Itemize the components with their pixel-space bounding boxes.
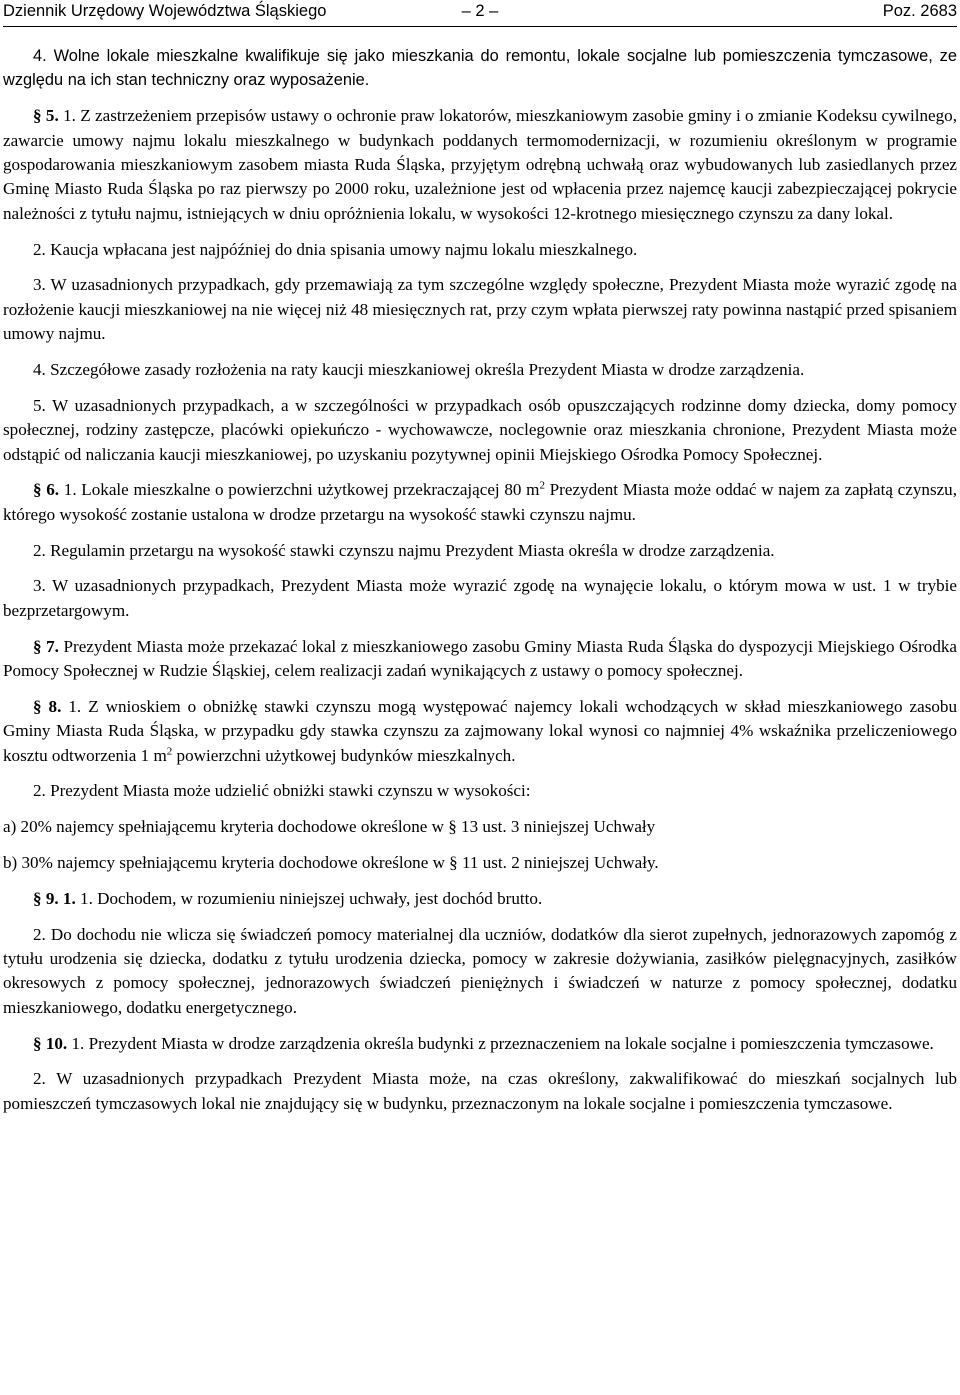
section-9-paragraph-1 xyxy=(3,887,957,911)
section-10-paragraph-1 xyxy=(3,1032,957,1056)
page-header xyxy=(3,0,957,27)
section-9-text-1: 1. Dochodem, w rozumieniu niniejszej uchwały, jest dochód brutto. xyxy=(80,888,543,908)
superscript-2: 2 xyxy=(166,744,173,757)
section-5-paragraph-2: 2. Kaucja wpłacana jest najpóźniej do dnia spisania umowy najmu lokalu mieszkalnego. xyxy=(33,239,638,259)
section-5-number: § 5. xyxy=(33,106,59,126)
section-8-paragraph-1 xyxy=(3,695,957,768)
section-6-number: § 6. xyxy=(33,480,60,500)
section-6-paragraph-3: 3. W uzasadnionych przypadkach, Prezydent Miasta może wyrazić zgodę na wynajęcie lokalu, o którym mowa w ust. 1 w trybie bezprzetargowym. xyxy=(3,576,957,620)
section-5-paragraph-5: 5. W uzasadnionych przypadkach, a w szczególności w przypadkach osób opuszczających rodzinne domy dziecka, domy pomocy społecznej, rodziny zastępcze, placówki opiekuńczo - wychowawcze, noclegownie oraz mieszkania chronione, Prezydent Miasta może odstąpić od naliczania kaucji mieszkaniowej, po uzyskaniu pozytywnej opinii Miejskiego Ośrodka Pomocy Społecznej. xyxy=(3,395,957,464)
section-7-number: § 7. xyxy=(33,636,59,656)
section-9-paragraph-2: 2. Do dochodu nie wlicza się świadczeń pomocy materialnej dla uczniów, dodatków dla sierot zupełnych, jednorazowych zapomóg z tytułu urodzenia się dziecka, dodatku z tytułu urodzenia dziecka, pomocy w zakresie dożywiania, zasiłków pielęgnacyjnych, zasiłków okresowych z pomocy społecznej, jednorazowych świadczeń pieniężnych i świadczeń w naturze z pomocy społecznej, dodatku mieszkaniowego, dodatku energetycznego. xyxy=(3,924,957,1017)
section-6-text-1a: 1. Lokale mieszkalne o powierzchni użytkowej przekraczającej 80 m xyxy=(63,480,540,500)
section-5-text-1: 1. Z zastrzeżeniem przepisów ustawy o ochronie praw lokatorów, mieszkaniowym zasobie gminy i o zmianie Kodeksu cywilnego, zawarcie umowy najmu lokalu mieszkalnego w budynkach poddanych termomodernizacji, w rozumieniu określonym w programie gospodarowania mieszkaniowym zasobem miasta Ruda Śląska, przyjętym odrębną uchwałą oraz wybudowanych lub zasiedlanych przez Gminę Miasto Ruda Śląska po raz pierwszy po 2000 roku, uzależnione jest od wpłacenia przez najemcę kaucji zabezpieczającej pokrycie należności z tytułu najmu, istniejących w dniu opróżnienia lokalu, w wysokości 12-krotnego miesięcznego czynszu za dany lokal. xyxy=(3,106,958,223)
section-6-text-1b: Prezydent Miasta może oddać w najem za zapłatą czynszu, którego wysokość zostanie ustalona w drodze przetargu na wysokość stawki czynszu najmu. xyxy=(3,480,958,524)
section-7-text: Prezydent Miasta może przekazać lokal z mieszkaniowego zasobu Gminy Miasta Ruda Śląska do dyspozycji Miejskiego Ośrodka Pomocy Społecznej w Rudzie Śląskiej, celem realizacji zadań wynikających z ustawy o pomocy społecznej. xyxy=(3,636,958,681)
section-10-text-1: 1. Prezydent Miasta w drodze zarządzenia określa budynki z przeznaczeniem na lokale socjalne i pomieszczenia tymczasowe. xyxy=(71,1033,934,1053)
section-10-paragraph-2: 2. W uzasadnionych przypadkach Prezydent Miasta może, na czas określony, zakwalifikować do mieszkań socjalnych lub pomieszczeń tymczasowych lokal nie znajdujący się w budynku, przeznaczonym na lokale socjalne i pomieszczenia tymczasowe. xyxy=(3,1069,957,1113)
section-7-paragraph xyxy=(3,635,957,684)
section-5-paragraph-3: 3. W uzasadnionych przypadkach, gdy przemawiają za tym szczególne względy społeczne, Prezydent Miasta może wyrazić zgodę na rozłożenie kaucji mieszkaniowej na nie więcej niż 48 miesięcznych rat, przy czym wpłata pierwszej raty powinna nastąpić przed spisaniem umowy najmu. xyxy=(3,275,957,344)
section-8-paragraph-2: 2. Prezydent Miasta może udzielić obniżki stawki czynszu w wysokości: xyxy=(33,781,531,801)
journal-title: Dziennik Urzędowy Województwa Śląskiego xyxy=(3,2,327,20)
section-6-paragraph-1 xyxy=(3,478,957,527)
section-5-paragraph-4: 4. Szczegółowe zasady rozłożenia na raty kaucji mieszkaniowej określa Prezydent Miasta w drodze zarządzenia. xyxy=(33,360,805,380)
document-body xyxy=(3,44,957,1128)
paragraph-4-4: 4. Wolne lokale mieszkalne kwalifikuje się jako mieszkania do remontu, lokale socjalne lub pomieszczenia tymczasowe, ze względu na ich stan techniczny oraz wyposażenie. xyxy=(3,47,957,90)
section-10-number: § 10. xyxy=(33,1033,68,1053)
section-8-text-1b: powierzchni użytkowej budynków mieszkalnych. xyxy=(172,745,516,765)
section-9-number: § 9. 1. xyxy=(33,888,76,908)
section-6-paragraph-2: 2. Regulamin przetargu na wysokość stawki czynszu najmu Prezydent Miasta określa w drodze zarządzenia. xyxy=(33,540,775,560)
section-8-item-a: a) 20% najemcy spełniającemu kryteria dochodowe określone w § 13 ust. 3 niniejszej Uchwały xyxy=(3,817,656,837)
section-5-paragraph-1 xyxy=(3,104,957,226)
section-8-text-1a: 1. Z wnioskiem o obniżkę stawki czynszu mogą występować najemcy lokali wchodzących w skład mieszkaniowego zasobu Gminy Miasta Ruda Śląska, w przypadku gdy stawka czynszu za zajmowany lokal wynosi co najmniej 4% wskaźnika przeliczeniowego kosztu odtworzenia 1 m xyxy=(3,696,957,765)
position-number: Poz. 2683 xyxy=(882,2,957,20)
superscript-2: 2 xyxy=(539,479,545,492)
section-8-number: § 8. xyxy=(33,696,62,716)
section-8-item-b: b) 30% najemcy spełniającemu kryteria dochodowe określone w § 11 ust. 2 niniejszej Uchwały. xyxy=(3,853,659,873)
page-number: – 2 – xyxy=(461,2,499,20)
